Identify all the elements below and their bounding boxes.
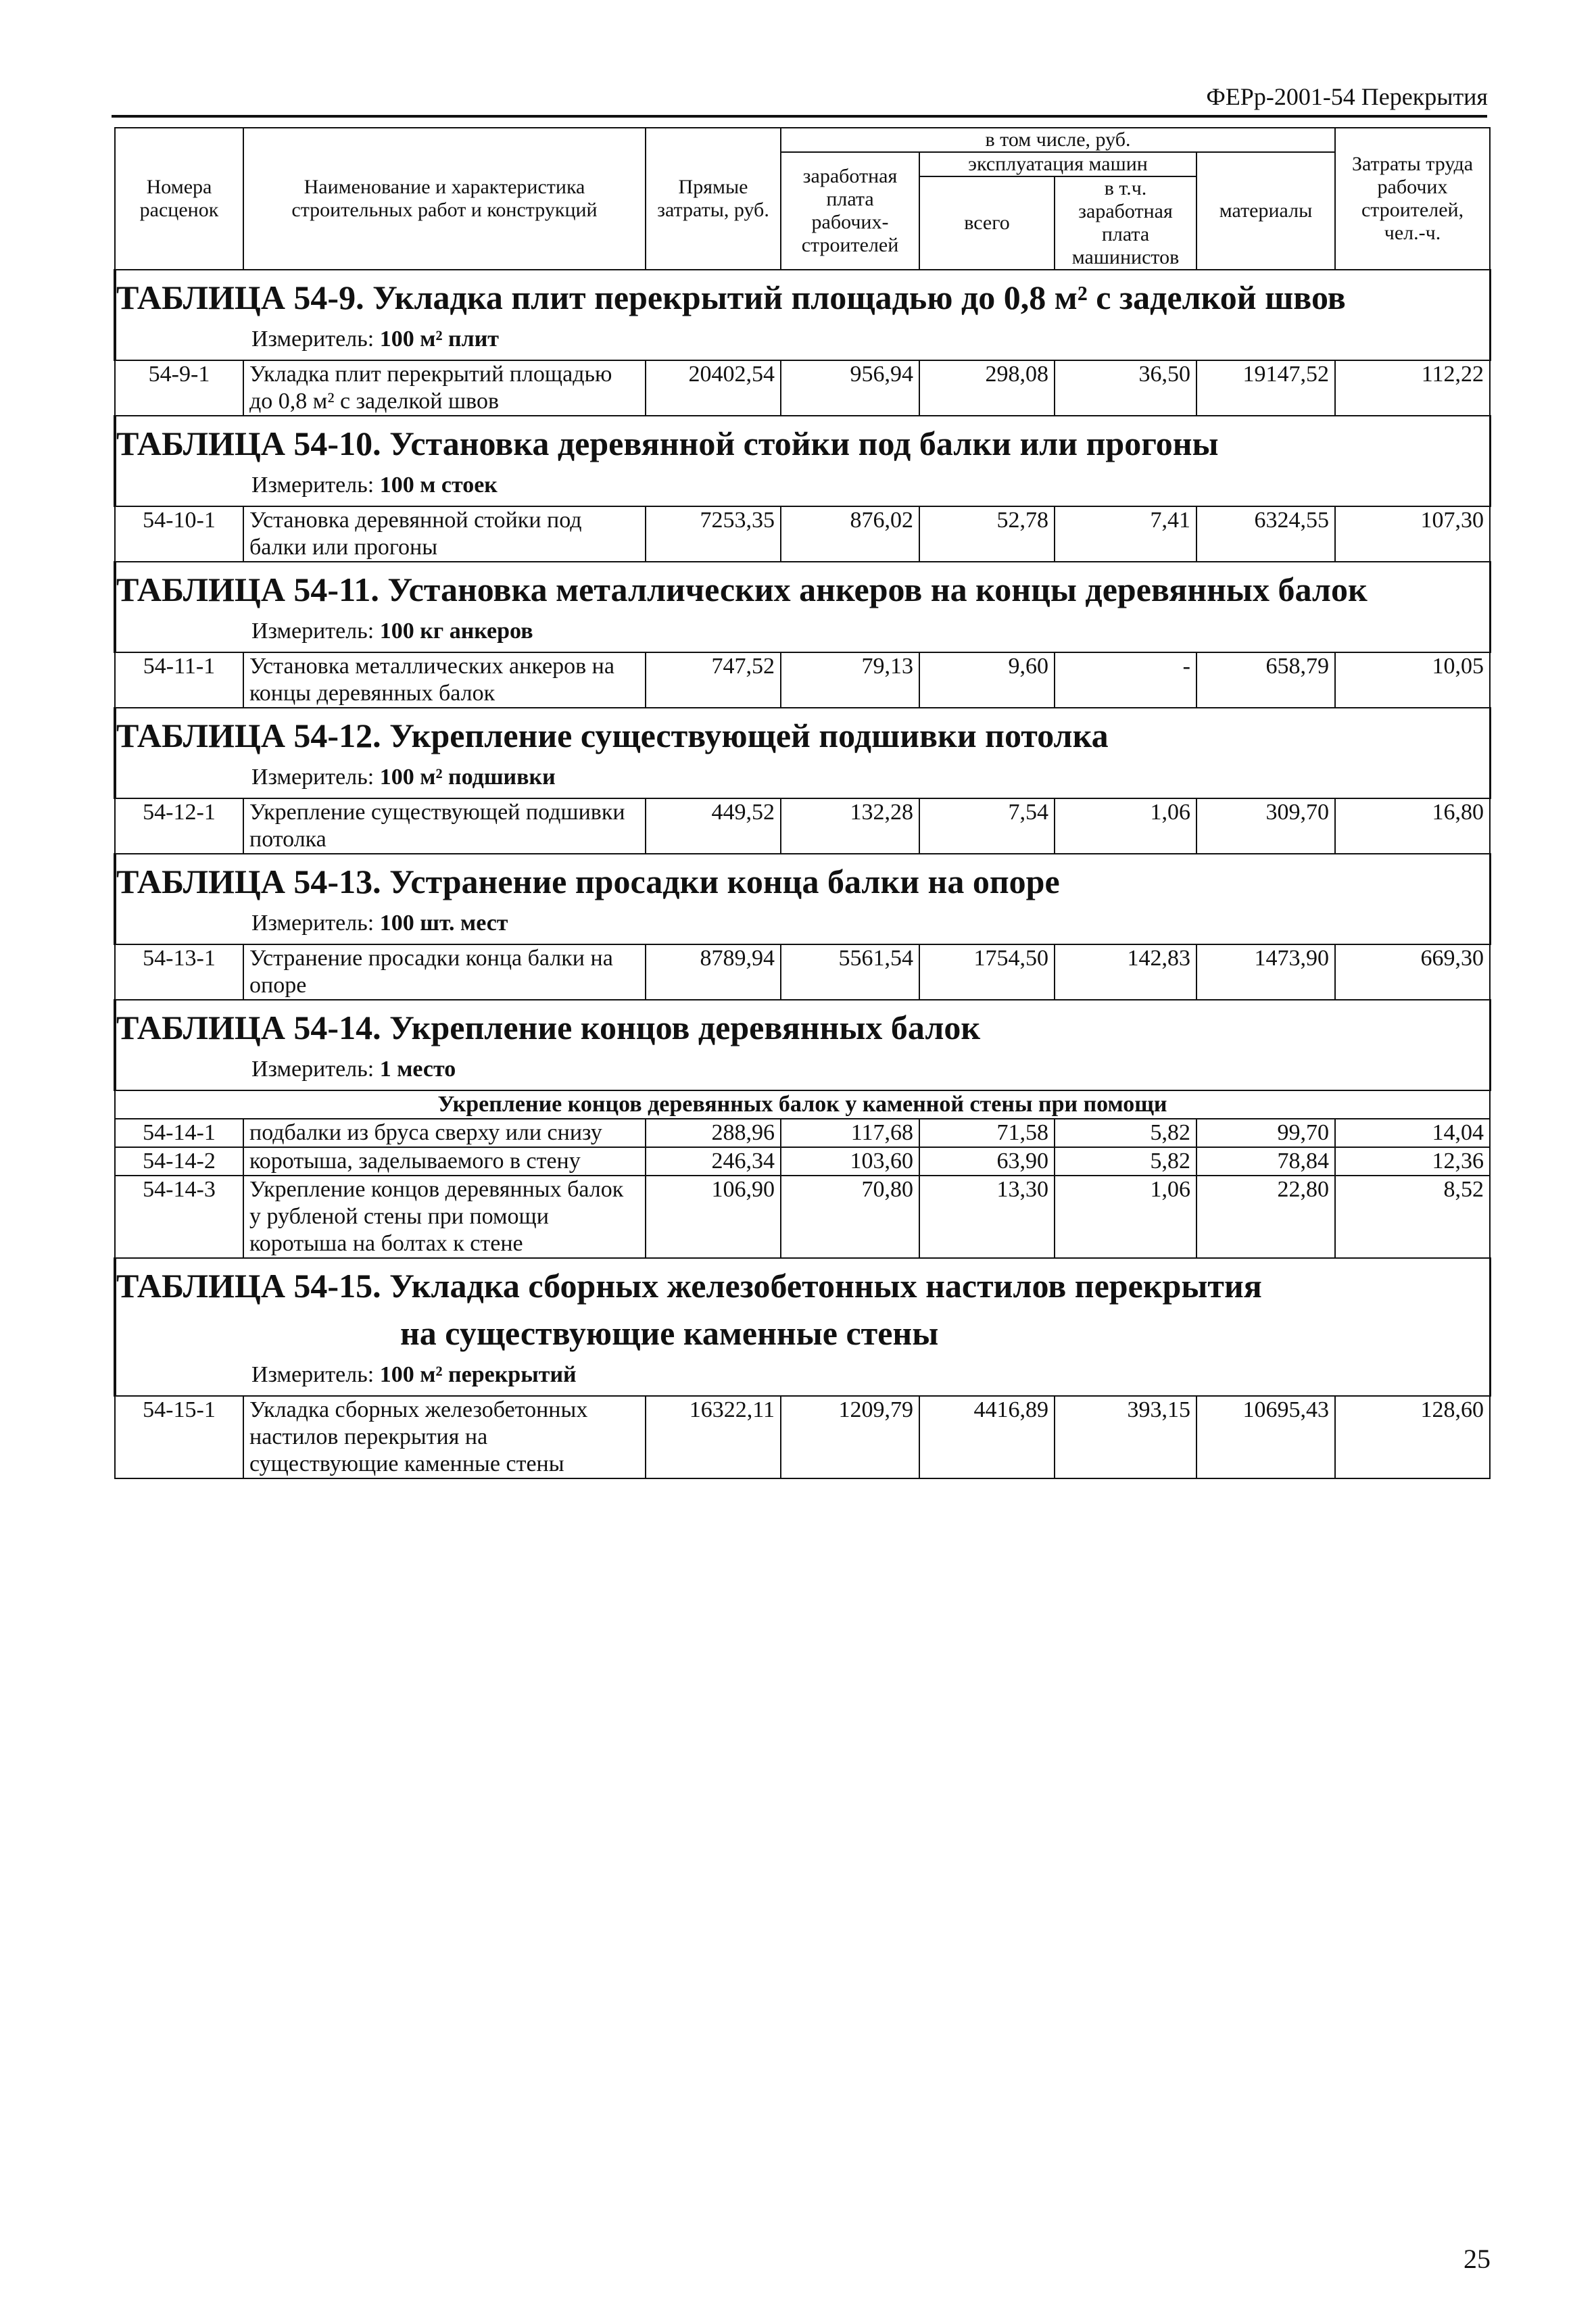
unit-value: 100 м² перекрытий	[379, 1362, 577, 1387]
value-machines-total: 63,90	[919, 1147, 1055, 1176]
value-machines-wages: -	[1055, 652, 1196, 708]
value-materials: 99,70	[1196, 1119, 1335, 1147]
value-direct: 16322,11	[646, 1396, 781, 1478]
table-unit	[116, 761, 1489, 798]
value-machines-total: 7,54	[919, 798, 1055, 854]
table-caption-row	[115, 854, 1490, 944]
col-machines-total-header: всего	[919, 176, 1055, 270]
table-row	[115, 1147, 1490, 1176]
document-header: ФЕРр-2001-54 Перекрытия	[1206, 83, 1488, 110]
table-row	[115, 944, 1490, 1000]
table-title: ТАБЛИЦА 54-13. Устранение просадки конца балки на опоре	[116, 863, 1060, 900]
table-unit	[116, 469, 1489, 506]
unit-value: 100 м² подшивки	[379, 765, 556, 790]
value-machines-total: 4416,89	[919, 1396, 1055, 1478]
work-name: коротыша, заделываемого в стену	[243, 1147, 646, 1176]
value-direct: 7253,35	[646, 506, 781, 562]
value-machines-total: 298,08	[919, 360, 1055, 416]
work-name: Укрепление существующей подшивки потолка	[243, 798, 646, 854]
table-caption-row	[115, 416, 1490, 506]
table-row	[115, 798, 1490, 854]
value-wages: 876,02	[781, 506, 919, 562]
table-caption-row	[115, 1000, 1490, 1090]
value-labor: 12,36	[1335, 1147, 1490, 1176]
col-labor-header: Затраты труда рабочих строителей, чел.-ч.	[1335, 128, 1490, 270]
value-labor: 16,80	[1335, 798, 1490, 854]
value-machines-wages: 5,82	[1055, 1147, 1196, 1176]
table-row	[115, 506, 1490, 562]
table-row	[115, 652, 1490, 708]
unit-value: 1 место	[379, 1057, 456, 1082]
unit-value: 100 м² плит	[379, 327, 499, 352]
value-wages: 117,68	[781, 1119, 919, 1147]
value-machines-total: 13,30	[919, 1176, 1055, 1258]
rate-code: 54-14-1	[115, 1119, 243, 1147]
value-materials: 19147,52	[1196, 360, 1335, 416]
value-labor: 112,22	[1335, 360, 1490, 416]
work-name: Устранение просадки конца балки на опоре	[243, 944, 646, 1000]
col-direct-header: Прямые затраты, руб.	[646, 128, 781, 270]
value-wages: 956,94	[781, 360, 919, 416]
value-machines-total: 9,60	[919, 652, 1055, 708]
page-number: 25	[1464, 2244, 1491, 2274]
value-materials: 6324,55	[1196, 506, 1335, 562]
col-materials-header: материалы	[1196, 152, 1335, 270]
table-unit	[116, 323, 1489, 360]
table-row	[115, 1119, 1490, 1147]
value-materials: 78,84	[1196, 1147, 1335, 1176]
value-direct: 106,90	[646, 1176, 781, 1258]
work-name: Укрепление концов деревянных балок у рубленой стены при помощи коротыша на болтах к стене	[243, 1176, 646, 1258]
value-materials: 10695,43	[1196, 1396, 1335, 1478]
table-caption-cell	[115, 708, 1490, 798]
unit-value: 100 кг анкеров	[379, 619, 533, 644]
value-wages: 70,80	[781, 1176, 919, 1258]
rate-code: 54-9-1	[115, 360, 243, 416]
subgroup-title: Укрепление концов деревянных балок у каменной стены при помощи	[115, 1090, 1490, 1119]
table-title: ТАБЛИЦА 54-14. Укрепление концов деревянных балок	[116, 1009, 981, 1046]
work-name: Укладка плит перекрытий площадью до 0,8 м² с заделкой швов	[243, 360, 646, 416]
table-unit	[116, 907, 1489, 944]
value-machines-wages: 36,50	[1055, 360, 1196, 416]
value-direct: 246,34	[646, 1147, 781, 1176]
table-row	[115, 1396, 1490, 1478]
table-caption-cell	[115, 416, 1490, 506]
table-header	[115, 128, 1490, 270]
table-title: ТАБЛИЦА 54-12. Укрепление существующей подшивки потолка	[116, 717, 1109, 754]
header-rule	[112, 115, 1487, 118]
value-direct: 288,96	[646, 1119, 781, 1147]
value-machines-wages: 5,82	[1055, 1119, 1196, 1147]
value-labor: 10,05	[1335, 652, 1490, 708]
unit-value: 100 шт. мест	[379, 911, 508, 936]
work-name: Укладка сборных железобетонных настилов перекрытия на существующие каменные стены	[243, 1396, 646, 1478]
value-wages: 103,60	[781, 1147, 919, 1176]
table-caption-cell	[115, 1000, 1490, 1090]
value-direct: 747,52	[646, 652, 781, 708]
table-caption-cell	[115, 562, 1490, 652]
value-labor: 14,04	[1335, 1119, 1490, 1147]
value-machines-wages: 1,06	[1055, 1176, 1196, 1258]
table-title-line2: на существующие каменные стены	[400, 1314, 939, 1352]
value-machines-total: 1754,50	[919, 944, 1055, 1000]
col-machines-wages-header: в т.ч. заработная плата машинистов	[1055, 176, 1196, 270]
table-caption-cell	[115, 1258, 1490, 1396]
col-machines-header: эксплуатация машин	[919, 152, 1196, 176]
value-direct: 449,52	[646, 798, 781, 854]
table-caption-cell	[115, 854, 1490, 944]
table-unit	[116, 615, 1489, 652]
table-unit	[116, 1053, 1489, 1090]
col-including-header: в том числе, руб.	[781, 128, 1335, 152]
table-caption-row	[115, 562, 1490, 652]
rate-code: 54-13-1	[115, 944, 243, 1000]
value-direct: 20402,54	[646, 360, 781, 416]
unit-label: Измеритель:	[251, 765, 380, 790]
value-machines-wages: 393,15	[1055, 1396, 1196, 1478]
table-row	[115, 360, 1490, 416]
value-direct: 8789,94	[646, 944, 781, 1000]
work-name: Установка деревянной стойки под балки или прогоны	[243, 506, 646, 562]
value-wages: 1209,79	[781, 1396, 919, 1478]
unit-label: Измеритель:	[251, 327, 380, 352]
table-row	[115, 1176, 1490, 1258]
value-materials: 22,80	[1196, 1176, 1335, 1258]
unit-value: 100 м стоек	[379, 473, 498, 498]
col-wages-header: заработная плата рабочих-строителей	[781, 152, 919, 270]
col-code-header: Номера расценок	[115, 128, 243, 270]
table-body	[115, 270, 1490, 1478]
value-materials: 309,70	[1196, 798, 1335, 854]
subgroup-row	[115, 1090, 1490, 1119]
rate-code: 54-11-1	[115, 652, 243, 708]
value-labor: 107,30	[1335, 506, 1490, 562]
value-labor: 8,52	[1335, 1176, 1490, 1258]
table-title: ТАБЛИЦА 54-9. Укладка плит перекрытий площадью до 0,8 м² с заделкой швов	[116, 279, 1346, 316]
table-caption-row	[115, 1258, 1490, 1396]
work-name: Установка металлических анкеров на концы деревянных балок	[243, 652, 646, 708]
value-labor: 128,60	[1335, 1396, 1490, 1478]
unit-label: Измеритель:	[251, 619, 380, 644]
value-machines-wages: 7,41	[1055, 506, 1196, 562]
table-title: ТАБЛИЦА 54-10. Установка деревянной стойки под балки или прогоны	[116, 425, 1219, 462]
rate-code: 54-10-1	[115, 506, 243, 562]
col-name-header: Наименование и характеристика строительных работ и конструкций	[243, 128, 646, 270]
rate-code: 54-14-3	[115, 1176, 243, 1258]
rate-code: 54-14-2	[115, 1147, 243, 1176]
value-materials: 658,79	[1196, 652, 1335, 708]
rate-code: 54-12-1	[115, 798, 243, 854]
table-unit	[116, 1359, 1489, 1395]
table-caption-cell	[115, 270, 1490, 360]
unit-label: Измеритель:	[251, 1057, 380, 1082]
value-wages: 79,13	[781, 652, 919, 708]
table-caption-row	[115, 270, 1490, 360]
value-machines-wages: 142,83	[1055, 944, 1196, 1000]
value-machines-wages: 1,06	[1055, 798, 1196, 854]
unit-label: Измеритель:	[251, 473, 380, 498]
work-name: подбалки из бруса сверху или снизу	[243, 1119, 646, 1147]
table-title: ТАБЛИЦА 54-15. Укладка сборных железобетонных настилов перекрытия	[116, 1267, 1262, 1305]
table-caption-row	[115, 708, 1490, 798]
value-machines-total: 52,78	[919, 506, 1055, 562]
value-wages: 132,28	[781, 798, 919, 854]
value-materials: 1473,90	[1196, 944, 1335, 1000]
table-title: ТАБЛИЦА 54-11. Установка металлических анкеров на концы деревянных балок	[116, 571, 1368, 608]
unit-label: Измеритель:	[251, 911, 380, 936]
value-labor: 669,30	[1335, 944, 1490, 1000]
value-wages: 5561,54	[781, 944, 919, 1000]
rate-code: 54-15-1	[115, 1396, 243, 1478]
rates-table	[114, 127, 1491, 1479]
unit-label: Измеритель:	[251, 1362, 380, 1387]
value-machines-total: 71,58	[919, 1119, 1055, 1147]
